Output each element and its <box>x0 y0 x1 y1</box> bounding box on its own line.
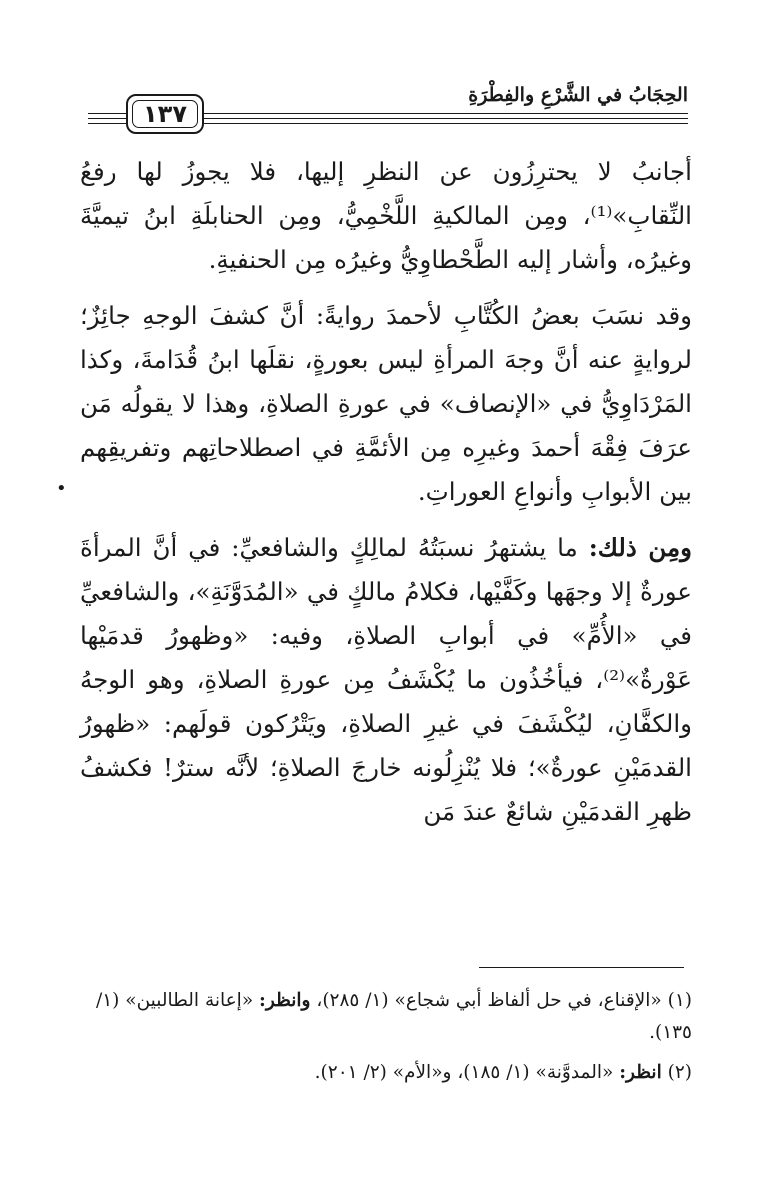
page-number-frame <box>126 94 204 134</box>
footnote-text: (١) «الإقناع، في حل ألفاظ أبي شجاع» (١/ ٢٨٥)، <box>310 990 692 1011</box>
margin-mark: • <box>56 478 67 499</box>
footnote-bold: انظر: <box>619 1062 662 1083</box>
paragraph <box>80 526 692 834</box>
header-rule <box>88 113 126 114</box>
main-text <box>80 150 692 834</box>
paragraph <box>80 150 692 282</box>
page-header <box>88 84 688 142</box>
footnote-rest: «إعانة الطالبين» (١/ ١٣٥). <box>96 990 692 1043</box>
header-rule <box>88 123 126 124</box>
paragraph <box>80 294 692 514</box>
footnote-separator <box>479 967 684 968</box>
footnote-rest: «المدوَّنة» (١/ ١٨٥)، و«الأم» (٢/ ٢٠١). <box>314 1062 620 1083</box>
running-title: الحِجَابُ في الشَّرْعِ والفِطْرَةِ <box>468 84 688 106</box>
footnote <box>78 1057 692 1089</box>
header-rule <box>204 123 688 124</box>
footnote <box>78 985 692 1049</box>
paragraph-text: وقد نسَبَ بعضُ الكُتَّابِ لأحمدَ روايةً: أنَّ كشفَ الوجهِ جائِزٌ؛ لروايةٍ عنه أنَّ وجهَ المرأةِ ليس بعورةٍ، نقلَها ابنُ قُدَامةَ، وكذا المَرْدَاوِيُّ في «الإنصاف» في عورةِ الصلاةِ، وهذا لا يقولُه مَن عرَفَ فِقْهَ أحمدَ وغيرِه مِن الأئمَّةِ في اصطلاحاتِهم وتفريقِهم بين الأبوابِ وأنواعِ العوراتِ. <box>80 301 693 506</box>
header-rule <box>88 118 126 119</box>
paragraph-lead: ومِن ذلك: <box>588 533 693 562</box>
paragraph-text: ما يشتهرُ نسبَتُهُ لمالِكٍ والشافعيِّ: في أنَّ المرأةَ عورةٌ إلا وجهَها وكَفَّيْها، فكلامُ مالكٍ في «المُدَوَّنَةِ»، والشافعيِّ في «الأُمِّ» في أبوابِ الصلاةِ، وفيه: «وظهورُ قدمَيْها عَوْرةٌ»⁽²⁾، فيأخُذُون ما يُكْشَفُ مِن عورةِ الصلاةِ، وهو الوجهُ والكفَّانِ، ليُكْشَفَ في غيرِ الصلاةِ، ويَتْرُكون قولَهم: «ظهورُ القدمَيْنِ عورةٌ»؛ فلا يُنْزِلُونه خارجَ الصلاةِ؛ لأنَّه سترٌ! فكشفُ ظهرِ القدمَيْنِ شائعٌ عندَ مَن <box>80 533 692 826</box>
paragraph-text: أجانبُ لا يحترِزُون عن النظرِ إليها، فلا يجوزُ لها رفعُ النِّقابِ»⁽¹⁾، ومِن المالكيةِ اللَّخْمِيُّ، ومِن الحنابلَةِ ابنُ تيميَّةَ وغيرُه، وأشار إليه الطَّحْطاوِيُّ وغيرُه مِن الحنفيةِ. <box>80 157 692 274</box>
footnote-text: (٢) <box>661 1062 692 1083</box>
footnotes <box>78 985 692 1097</box>
page-number: ١٣٧ <box>132 100 198 128</box>
header-rule <box>204 118 688 119</box>
footnote-bold: وانظر: <box>259 990 311 1011</box>
header-rule <box>204 113 688 114</box>
